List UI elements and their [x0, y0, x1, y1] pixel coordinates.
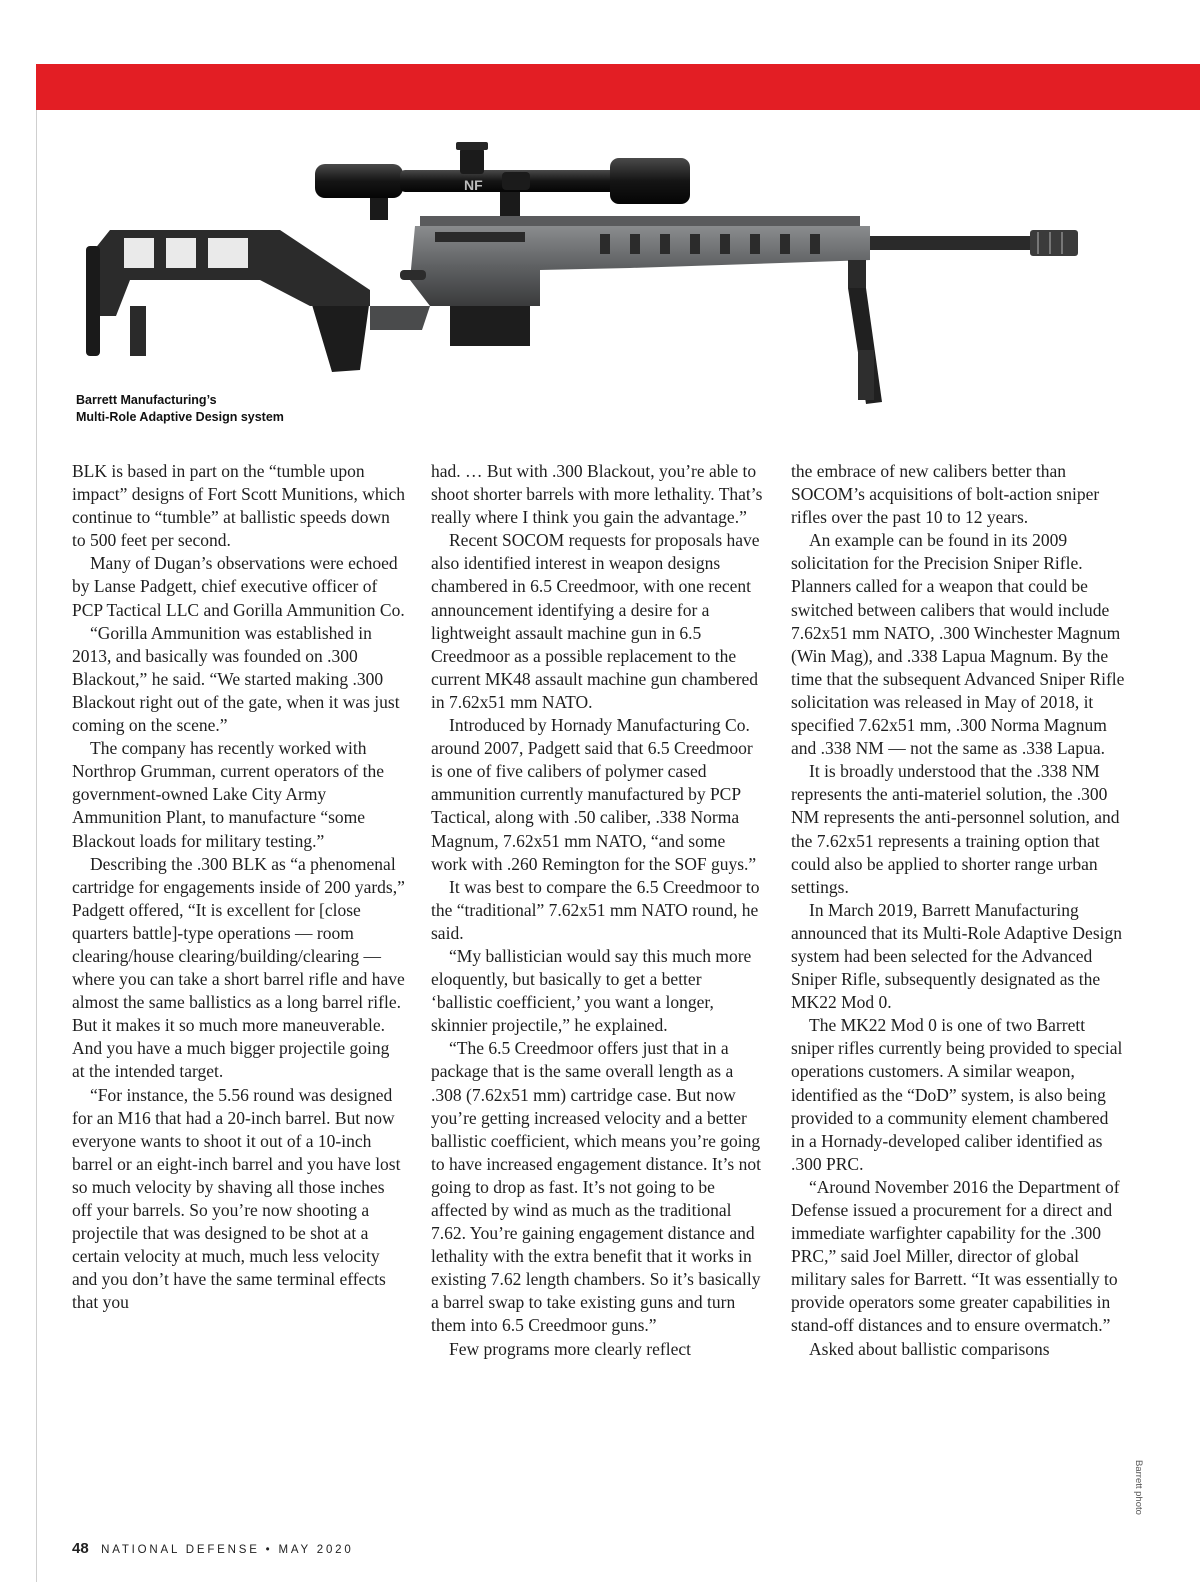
article-column-2 [431, 460, 765, 1361]
scope-icon [315, 142, 690, 220]
magazine-icon [450, 306, 530, 346]
figure-caption [76, 392, 376, 426]
paragraph: An example can be found in its 2009 solicitation for the Precision Sniper Rifle. Planners called for a weapon that could be switched between calibers that would include 7.62x51 mm NATO, .300 Winchester Magnum (Win Mag), and .338 Lapua Magnum. By the time that the subsequent Advanced Sniper Rifle solicitation was released in May of 2018, it specified 7.62x51 mm, .300 Norma Magnum and .338 NM — not the same as .338 Lapua. [791, 530, 1125, 759]
paragraph: The MK22 Mod 0 is one of two Barrett sniper rifles currently being provided to special operations customers. A similar weapon, identified as the “DoD” system, is also being provided to a community element chambered in a Hornady-developed caliber identified as .300 PRC. [791, 1015, 1123, 1174]
caption-line-2: Multi-Role Adaptive Design system [76, 410, 284, 424]
scope-logo: NF [464, 177, 483, 193]
page-left-rule [36, 110, 37, 1582]
article-column-3 [791, 460, 1125, 1361]
paragraph: In March 2019, Barrett Manufacturing announced that its Multi-Role Adaptive Design system had been selected for the Advanced Sniper Rifle, subsequently designated as the MK22 Mod 0. [791, 899, 1122, 1013]
paragraph: The company has recently worked with Northrop Grumman, current operators of the government-owned Lake City Army Ammunition Plant, to manufacture “some Blackout loads for military testing.” [72, 738, 384, 851]
paragraph: It was best to compare the 6.5 Creedmoor to the “traditional” 7.62x51 mm NATO round, he said. [431, 876, 760, 943]
paragraph: “Gorilla Ammunition was established in 2013, and basically was founded on .300 Blackout,” he said. “We started making .300 Blackout right out of the gate, when it was just coming on the scene.” [72, 622, 400, 736]
paragraph: “The 6.5 Creedmoor offers just that in a package that is the same overall length as a .308 (7.62x51 mm) cartridge case. But now you’re getting increased velocity and a better ballistic coefficient, which means you’re going to have increased engagement distance. It’s not going to drop as fast. It’s not going to be affected by wind as much as the traditional 7.62. You’re gaining engagement distance and lethality with the extra benefit that it works in existing 7.62 length chambers. So it’s basically a barrel swap to take existing guns and turn them into 6.5 Creedmoor guns.” [431, 1038, 761, 1336]
paragraph: BLK is based in part on the “tumble upon impact” designs of Fort Scott Munitions, which continue to “tumble” at ballistic speeds down to 500 feet per second. [72, 461, 405, 551]
paragraph: Asked about ballistic comparisons [809, 1338, 1050, 1359]
page-footer [72, 1540, 354, 1558]
paragraph: “For instance, the 5.56 round was designed for an M16 that had a 20-inch barrel. But now everyone wants to shoot it out of a 10-inch barrel or an eight-inch barrel and you have lost so much velocity by shaving all those inches off your barrels. So you’re now shooting a projectile that was designed to be shot at a certain velocity at much, much less velocity and you don’t have the same terminal effects that you [72, 1084, 401, 1313]
paragraph: Few programs more clearly reflect [449, 1338, 691, 1359]
paragraph: It is broadly understood that the .338 NM represents the anti-materiel solution, the .300 NM represents the anti-personnel solution, and the 7.62x51 represents a training option that could also be applied to shorter range urban settings. [791, 761, 1120, 897]
paragraph: had. … But with .300 Blackout, you’re able to shoot shorter barrels with more lethality. That’s really where I think you gain the advantage.” [431, 461, 763, 528]
header-red-band [36, 64, 1200, 110]
pistol-grip-icon [310, 298, 370, 372]
paragraph: Many of Dugan’s observations were echoed by Lanse Padgett, chief executive officer of PCP Tactical LLC and Gorilla Ammunition Co. [72, 553, 405, 620]
article-column-1 [72, 460, 406, 1314]
paragraph: the embrace of new calibers better than SOCOM’s acquisitions of bolt-action sniper rifles over the past 10 to 12 years. [791, 461, 1100, 528]
photo-credit: Barrett photo [1133, 1460, 1144, 1515]
rifle-photo [70, 120, 1110, 420]
caption-line-1: Barrett Manufacturing’s [76, 393, 217, 407]
paragraph: Describing the .300 BLK as “a phenomenal cartridge for engagements inside of 200 yards,” Padgett offered, “It is excellent for [close quarters battle]-type operations — room clearing/house clearing/building/clearing — where you can take a short barrel rifle and have almost the same ballistics as a long barrel rifle. But it makes it so much more maneuverable. And you have a much bigger projectile going at the intended target. [72, 853, 405, 1082]
paragraph: Recent SOCOM requests for proposals have also identified interest in weapon designs chambered in 6.5 Creedmoor, with one recent announcement identifying a desire for a lightweight assault machine gun in 6.5 Creedmoor as a possible replacement to the current MK48 assault machine gun chambered in 7.62x51 mm NATO. [431, 530, 760, 712]
paragraph: “My ballistician would say this much more eloquently, but basically to get a better ‘ballistic coefficient,’ you want a longer, skinnier projectile,” he explained. [431, 945, 752, 1036]
paragraph: Introduced by Hornady Manufacturing Co. around 2007, Padgett said that 6.5 Creedmoor is one of five calibers of polymer cased ammunition currently manufactured by PCP Tactical, along with .50 caliber, .338 Norma Magnum, 7.62x51 mm NATO, “and some work with .260 Remington for the SOF guys.” [431, 715, 757, 874]
bipod-icon [848, 260, 882, 404]
barrel-icon [850, 230, 1078, 256]
receiver-icon [400, 226, 870, 306]
publication-line: NATIONAL DEFENSE • MAY 2020 [101, 1544, 354, 1556]
page-number: 48 [72, 1540, 89, 1557]
paragraph: “Around November 2016 the Department of Defense issued a procurement for a direct and immediate warfighter capability for the .300 PRC,” said Joel Miller, director of global military sales for Barrett. “It was essentially to provide operators some greater capabilities in stand-off distances and to ensure overmatch.” [791, 1176, 1120, 1336]
